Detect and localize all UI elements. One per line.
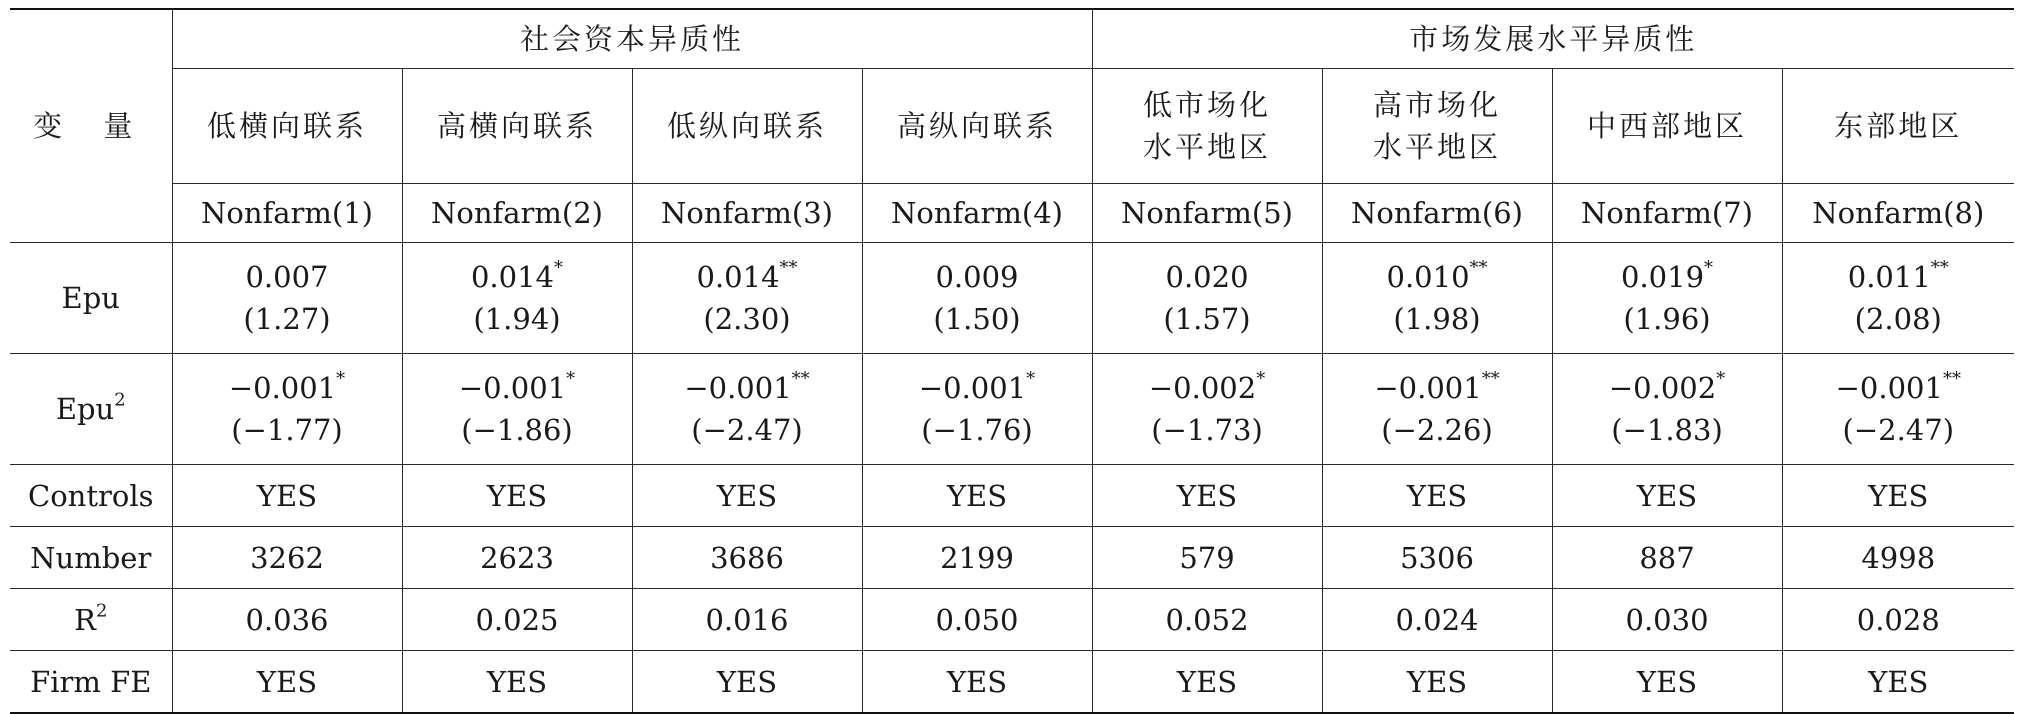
statistic-cell: 2199 <box>862 527 1092 589</box>
statistic-cell: YES <box>1322 651 1552 714</box>
statistic-cell: 0.052 <box>1092 589 1322 651</box>
statistic-row <box>10 651 2014 714</box>
coefficient-cell <box>402 354 632 465</box>
coefficient-line <box>1557 256 1778 298</box>
subgroup-header <box>1092 69 1322 184</box>
row-label-text: Epu <box>55 392 115 426</box>
header-group-row <box>10 9 2014 69</box>
statistic-cell: 0.030 <box>1552 589 1782 651</box>
statistic-cell: YES <box>862 651 1092 714</box>
statistic-cell: 0.024 <box>1322 589 1552 651</box>
statistic-row <box>10 465 2014 527</box>
statistic-cell: 0.036 <box>172 589 402 651</box>
statistic-cell: YES <box>1322 465 1552 527</box>
t-statistic: (2.30) <box>703 302 791 336</box>
subgroup-header <box>1782 69 2014 184</box>
coefficient-cell <box>632 243 862 354</box>
statistic-cell: YES <box>1092 465 1322 527</box>
significance-stars: * <box>1256 368 1266 390</box>
subgroup-header <box>172 69 402 184</box>
t-statistic: (−1.73) <box>1151 413 1263 447</box>
subgroup-header-label: 高市场化 <box>1373 88 1502 122</box>
t-statistic: (−1.76) <box>921 413 1033 447</box>
coefficient-line <box>177 367 398 409</box>
group-header <box>1092 9 2014 69</box>
coefficient-line <box>637 367 858 409</box>
coefficient-value: 0.010 <box>1386 260 1470 294</box>
coefficient-cell <box>172 243 402 354</box>
row-label-text: Epu <box>61 281 120 315</box>
coefficient-cell <box>632 354 862 465</box>
significance-stars: * <box>1704 257 1714 279</box>
subgroup-header-label: 东部地区 <box>1834 109 1963 143</box>
coefficient-line <box>1557 367 1778 409</box>
statistic-cell: YES <box>172 465 402 527</box>
coefficient-line <box>1327 367 1548 409</box>
dependent-variable-cell: Nonfarm(3) <box>632 184 862 243</box>
t-statistic: (−1.83) <box>1611 413 1723 447</box>
significance-stars: * <box>566 368 576 390</box>
coefficient-cell <box>1092 354 1322 465</box>
coefficient-cell <box>402 243 632 354</box>
t-statistic: (1.98) <box>1393 302 1481 336</box>
dependent-variable-row <box>10 184 2014 243</box>
subgroup-header-label: 水平地区 <box>1143 130 1272 164</box>
row-label <box>10 651 172 714</box>
row-label-text: Firm FE <box>30 664 152 699</box>
coefficient-value: 0.009 <box>935 260 1019 294</box>
significance-stars: ** <box>1469 257 1488 279</box>
statistic-cell: 0.025 <box>402 589 632 651</box>
variable-header-cell <box>10 9 172 243</box>
significance-stars: * <box>1716 368 1726 390</box>
t-statistic: (1.96) <box>1623 302 1711 336</box>
coefficient-line <box>1097 256 1318 298</box>
statistic-cell: 0.028 <box>1782 589 2014 651</box>
statistic-row <box>10 589 2014 651</box>
statistic-cell: YES <box>172 651 402 714</box>
coefficient-cell <box>1782 354 2014 465</box>
statistic-cell: 0.016 <box>632 589 862 651</box>
subgroup-header <box>862 69 1092 184</box>
statistic-cell: YES <box>402 465 632 527</box>
regression-table <box>10 8 2014 714</box>
statistic-cell: 579 <box>1092 527 1322 589</box>
dependent-variable-cell: Nonfarm(1) <box>172 184 402 243</box>
coefficient-value: 0.011 <box>1847 260 1931 294</box>
header-subgroup-row <box>10 69 2014 184</box>
statistic-cell: YES <box>1782 651 2014 714</box>
coefficient-value: −0.001 <box>228 371 337 405</box>
statistic-cell: YES <box>1552 465 1782 527</box>
row-label-text: Number <box>30 540 152 575</box>
t-statistic: (−1.86) <box>461 413 573 447</box>
subgroup-header <box>1322 69 1552 184</box>
significance-stars: * <box>336 368 346 390</box>
dependent-variable-cell: Nonfarm(6) <box>1322 184 1552 243</box>
t-statistic: (1.57) <box>1163 302 1251 336</box>
coefficient-value: −0.001 <box>918 371 1027 405</box>
row-label <box>10 527 172 589</box>
statistic-cell: YES <box>1782 465 2014 527</box>
coefficient-cell <box>1552 354 1782 465</box>
t-statistic: (−2.26) <box>1381 413 1493 447</box>
t-statistic: (−2.47) <box>691 413 803 447</box>
coefficient-value: 0.007 <box>245 260 329 294</box>
coefficient-line <box>177 256 398 298</box>
coefficient-line <box>407 367 628 409</box>
subgroup-header-label: 高横向联系 <box>436 109 597 143</box>
coefficient-line <box>637 256 858 298</box>
significance-stars: ** <box>1481 368 1500 390</box>
coefficient-cell <box>172 354 402 465</box>
subgroup-header-label: 低横向联系 <box>206 109 367 143</box>
subgroup-header-label: 低纵向联系 <box>666 109 827 143</box>
coefficient-value: 0.014 <box>470 260 555 294</box>
statistic-cell: 0.050 <box>862 589 1092 651</box>
significance-stars: * <box>554 257 563 279</box>
group-header-label: 市场发展水平异质性 <box>1409 22 1698 56</box>
coefficient-value: −0.001 <box>684 371 792 405</box>
group-header-label: 社会资本异质性 <box>520 22 745 56</box>
row-label <box>10 589 172 651</box>
row-label <box>10 354 172 465</box>
row-label-superscript: 2 <box>95 600 108 622</box>
statistic-cell: 4998 <box>1782 527 2014 589</box>
row-label-superscript: 2 <box>114 389 126 411</box>
row-label <box>10 465 172 527</box>
subgroup-header-label: 水平地区 <box>1373 130 1502 164</box>
coefficient-row <box>10 354 2014 465</box>
statistic-cell: YES <box>1092 651 1322 714</box>
dependent-variable-cell: Nonfarm(8) <box>1782 184 2014 243</box>
t-statistic: (1.50) <box>933 302 1021 336</box>
statistic-cell: YES <box>862 465 1092 527</box>
subgroup-header <box>402 69 632 184</box>
variable-header: 变 量 <box>33 109 149 143</box>
coefficient-cell <box>1322 243 1552 354</box>
coefficient-value: 0.019 <box>1621 260 1705 294</box>
coefficient-cell <box>1092 243 1322 354</box>
coefficient-value: 0.014 <box>696 260 780 294</box>
coefficient-line <box>1787 256 2011 298</box>
group-header <box>172 9 1092 69</box>
subgroup-header-label: 高纵向联系 <box>897 109 1058 143</box>
significance-stars: * <box>1026 368 1036 390</box>
statistic-cell: 5306 <box>1322 527 1552 589</box>
coefficient-line <box>1327 256 1548 298</box>
t-statistic: (−1.77) <box>231 413 343 447</box>
statistic-cell: 3686 <box>632 527 862 589</box>
statistic-cell: 887 <box>1552 527 1782 589</box>
statistic-cell: YES <box>632 465 862 527</box>
dependent-variable-cell: Nonfarm(7) <box>1552 184 1782 243</box>
coefficient-cell <box>1552 243 1782 354</box>
significance-stars: ** <box>779 257 798 279</box>
significance-stars: ** <box>1930 257 1949 279</box>
row-label <box>10 243 172 354</box>
row-label-text: Controls <box>28 478 154 513</box>
dependent-variable-cell: Nonfarm(5) <box>1092 184 1322 243</box>
t-statistic: (−2.47) <box>1842 413 1955 447</box>
significance-stars: ** <box>791 368 810 390</box>
statistic-row <box>10 527 2014 589</box>
t-statistic: (1.27) <box>243 302 331 336</box>
t-statistic: (2.08) <box>1854 302 1942 336</box>
row-label-text: R <box>74 602 96 637</box>
t-statistic: (1.94) <box>473 302 561 336</box>
statistic-cell: 2623 <box>402 527 632 589</box>
statistic-cell: 3262 <box>172 527 402 589</box>
statistic-cell: YES <box>402 651 632 714</box>
coefficient-cell <box>862 354 1092 465</box>
coefficient-line <box>1097 367 1318 409</box>
coefficient-value: −0.001 <box>1835 371 1943 405</box>
dependent-variable-cell: Nonfarm(2) <box>402 184 632 243</box>
coefficient-value: −0.002 <box>1608 371 1717 405</box>
coefficient-cell <box>1322 354 1552 465</box>
coefficient-line <box>1787 367 2011 409</box>
coefficient-value: −0.001 <box>458 371 567 405</box>
subgroup-header <box>1552 69 1782 184</box>
coefficient-value: −0.002 <box>1148 371 1257 405</box>
subgroup-header <box>632 69 862 184</box>
coefficient-cell <box>1782 243 2014 354</box>
coefficient-row <box>10 243 2014 354</box>
table-body <box>10 9 2014 713</box>
coefficient-line <box>867 256 1088 298</box>
subgroup-header-label: 低市场化 <box>1143 88 1272 122</box>
coefficient-cell <box>862 243 1092 354</box>
coefficient-line <box>867 367 1088 409</box>
subgroup-header-label: 中西部地区 <box>1587 109 1748 143</box>
coefficient-value: 0.020 <box>1165 260 1249 294</box>
dependent-variable-cell: Nonfarm(4) <box>862 184 1092 243</box>
coefficient-line <box>407 256 628 298</box>
statistic-cell: YES <box>1552 651 1782 714</box>
significance-stars: ** <box>1942 368 1961 390</box>
statistic-cell: YES <box>632 651 862 714</box>
coefficient-value: −0.001 <box>1374 371 1482 405</box>
